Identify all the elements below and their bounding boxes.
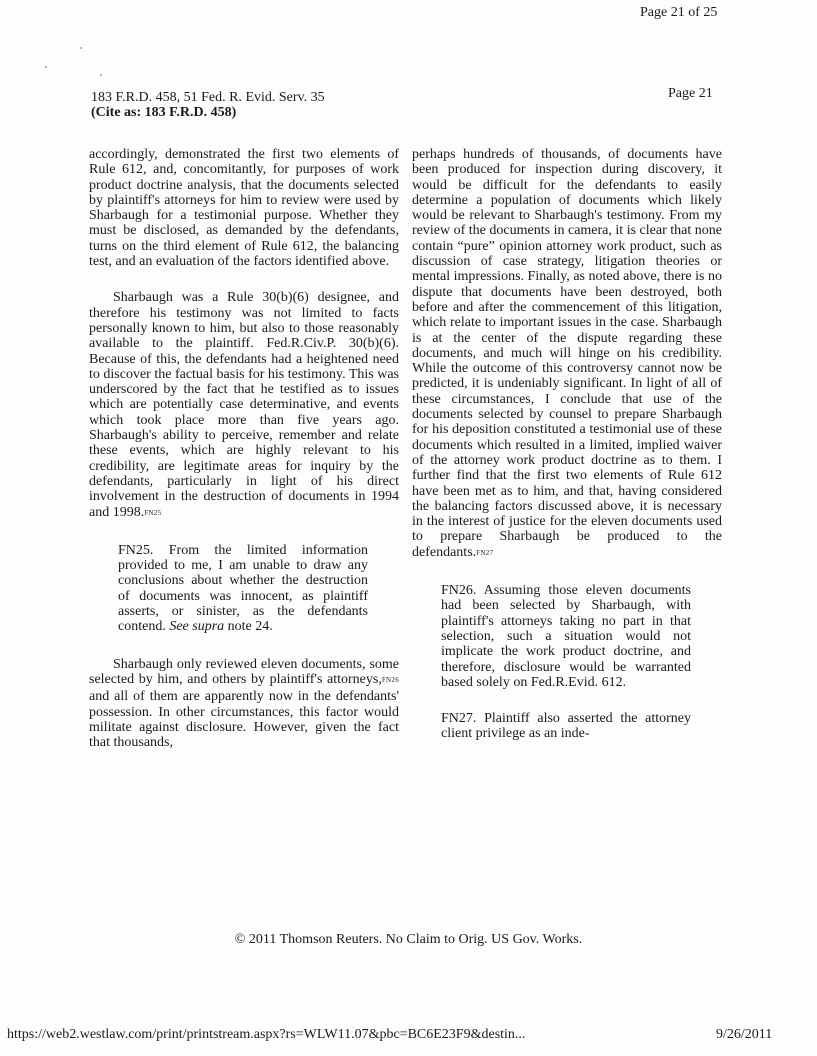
- paragraph: [89, 290, 399, 521]
- paragraph: [89, 657, 399, 751]
- footnote-ref-fn25[interactable]: FN25: [144, 508, 162, 517]
- paragraph: [412, 147, 722, 562]
- print-date: 9/26/2011: [716, 1027, 773, 1042]
- page-counter: Page 21 of 25: [640, 5, 718, 20]
- citation-header: [91, 90, 325, 120]
- citation-signal: See supra: [169, 619, 225, 635]
- scan-speck: [80, 47, 82, 49]
- citation-reporter: 183 F.R.D. 458, 51 Fed. R. Evid. Serv. 35: [91, 90, 325, 105]
- right-column: [412, 147, 722, 742]
- copyright-notice: © 2011 Thomson Reuters. No Claim to Orig. US Gov. Works.: [234, 932, 583, 947]
- footnote-fn26: FN26. Assuming those eleven documents had been selected by Sharbaugh, with plaintiff's attorneys taking no part in that selection, such a situation would not implicate the work product doctrine, and therefore, disclosure would be warranted based solely on Fed.R.Evid. 612.: [441, 583, 691, 690]
- left-column: [89, 147, 399, 750]
- scan-speck: [45, 66, 47, 68]
- paragraph-text: Sharbaugh was a Rule 30(b)(6) designee, and therefore his testimony was not limited to facts personally known to him, but also to those reasonably available to the plaintiff. Fed.R.Civ.P. 30(b)(6). Because of this, the defendants had a heightened need to discover the factual basis for his testimony. This was underscored by the fact that he testified as to issues which are potentially case determinative, and events which took place more than five years ago. Sharbaugh's ability to perceive, remember and relate these events, which are highly relevant to his credibility, are legitimate areas for inquiry by the defendants, particularly in light of his direct involvement in the destruction of documents in 1994 and 1998.: [89, 290, 399, 520]
- footnote-text: FN25. From the limited information provided to me, I am unable to draw any conclusions about whether the destruction of documents was innocent, as plaintiff asserts, or sinister, as the defendants contend.: [118, 542, 368, 635]
- footnote-ref-fn26[interactable]: FN26: [381, 675, 399, 684]
- footnote-fn25: [118, 543, 368, 635]
- footnote-fn27: FN27. Plaintiff also asserted the attorney client privilege as an inde-: [441, 711, 691, 742]
- page-label: Page 21: [668, 86, 713, 101]
- scan-speck: [100, 74, 102, 76]
- footnote-text-tail: note 24.: [227, 619, 273, 635]
- paragraph-text: and all of them are apparently now in the defendants' possession. In other circumstances, this factor would militate against disclosure. However, given the fact that thousands,: [89, 689, 399, 751]
- paragraph-text: Sharbaugh only reviewed eleven documents, some selected by him, and others by plaintiff's attorneys,: [89, 656, 399, 687]
- print-url: https://web2.westlaw.com/print/printstream.aspx?rs=WLW11.07&pbc=BC6E23F9&destin...: [7, 1027, 526, 1042]
- footnote-ref-fn27[interactable]: FN27: [476, 548, 494, 557]
- paragraph-text: perhaps hundreds of thousands, of documents have been produced for inspection during discovery, it would be difficult for the defendants to easily determine a population of documents which likely would be relevant to Sharbaugh's testimony. From my review of the documents in camera, it is clear that none contain “pure” opinion attorney work product, such as discussion of case strategy, litigation theories or mental impressions. Finally, as noted above, there is no dispute that documents have been destroyed, both before and after the commencement of this litigation, which relate to important issues in the case. Sharbaugh is at the center of the dispute regarding these documents, and much will hinge on his credibility. While the outcome of this controversy cannot now be predicted, it is undeniably significant. In light of all of these circumstances, I conclude that use of the documents selected by counsel to prepare Sharbaugh for his deposition constituted a testimonial use of these documents which resulted in a limited, implied waiver of the attorney work product doctrine as to them. I further find that the first two elements of Rule 612 have been met as to him, and that, having considered the balancing factors discussed above, it is necessary in the interest of justice for the eleven documents used to prepare Sharbaugh be produced to the defendants.: [412, 147, 722, 560]
- paragraph: accordingly, demonstrated the first two elements of Rule 612, and, concomitantly, for purposes of work product doctrine analysis, that the documents selected by plaintiff's attorneys for him to review were used by Sharbaugh for a testimonial purpose. Whether they must be disclosed, as demanded by the defendants, turns on the third element of Rule 612, the balancing test, and an evaluation of the factors identified above.: [89, 147, 399, 270]
- cite-as: (Cite as: 183 F.R.D. 458): [91, 105, 237, 120]
